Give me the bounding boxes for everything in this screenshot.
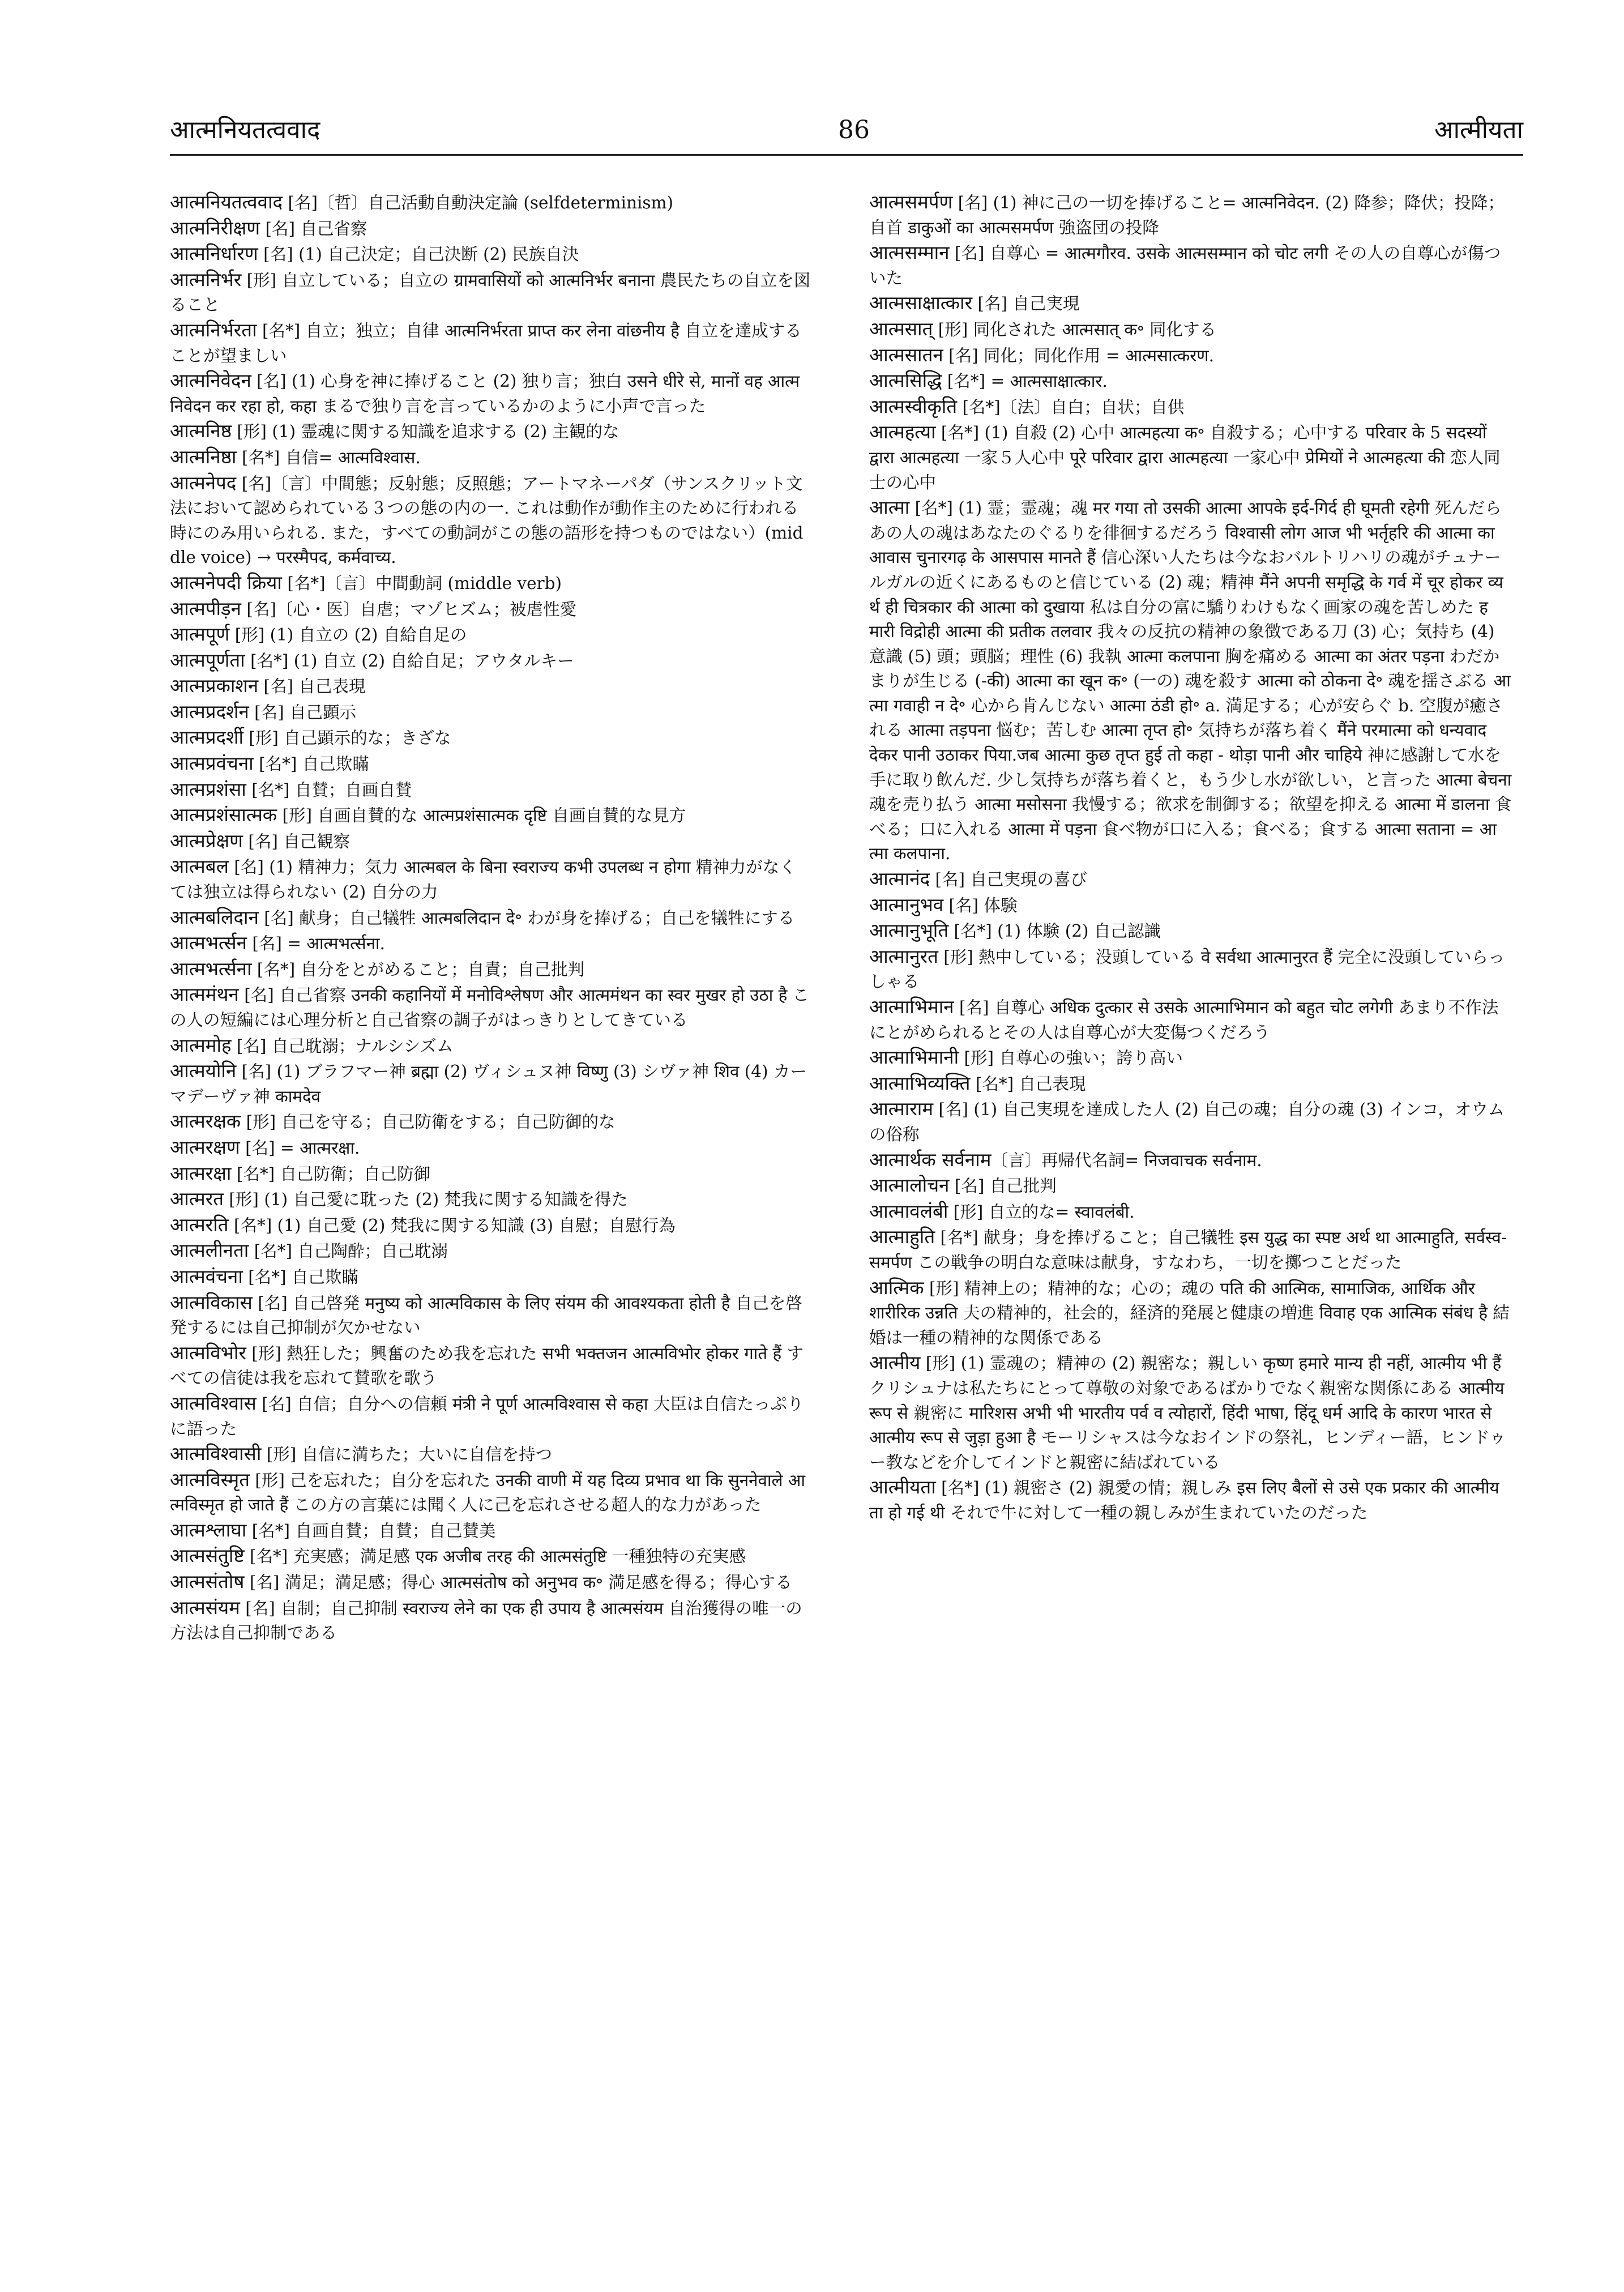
header-rule: [170, 154, 1523, 156]
entry-definition: [名]〔哲〕自己活動自動決定論 (selfdeterminism): [283, 193, 674, 212]
entry-headword: आत्मरति: [170, 1213, 229, 1236]
entry-definition: [名]〔心・医〕自虐；マゾヒズム；被虐性愛: [241, 599, 577, 619]
entry-definition: [形] 自信に満ちた；大いに自信を持つ: [261, 1445, 553, 1465]
entry-definition: [形] 自立的な= स्वावलंबी.: [948, 1202, 1135, 1222]
entry-headword: आत्मालोचन: [869, 1174, 950, 1197]
dictionary-entry: [170, 216, 813, 242]
entry-definition: [名*] 充実感；満足感 एक अजीब तरह की आत्मसंतुष्टि 一種独特の充実感: [244, 1547, 746, 1567]
running-head-right: आत्मीयता: [1434, 116, 1523, 144]
entry-definition: [名*] 自己陶酔；自己耽溺: [249, 1241, 448, 1261]
dictionary-entry: [170, 318, 813, 368]
entry-headword: आत्मलीनता: [170, 1239, 249, 1262]
dictionary-entry: [170, 982, 813, 1032]
entry-headword: आत्ममंथन: [170, 983, 239, 1006]
entry-definition: [名]〔言〕中間態；反射態；反照態；アートマネーパダ（サンスクリット文法において認められている３つの態の内の一. これは動作が動作主のために行われる時にのみ用いられる. また，すべての動詞がこの態の語形を持つものではない）(middle voice) → परस्मैपद, कर्मवाच्य.: [170, 473, 804, 567]
entry-headword: आत्मानुरत: [869, 945, 938, 967]
dictionary-entry: [869, 495, 1512, 867]
entry-definition: [形] 己を忘れた；自分を忘れた उनकी वाणी में यह दिव्य प्रभाव था कि सुननेवाले आत्मविस्मृत हो जाते हैं この方の言葉には聞く人に己を忘れさせる超人的な力があった: [170, 1470, 806, 1515]
entry-definition: [形] (1) 霊魂の；精神の (2) 親密な；親しい कृष्ण हमारे मान्य ही नहीं, आत्मीय भी हैं クリシュナは私たちにとって尊敬の対象であるばかりでなく親密な関係にある आत्मीय रूप से 親密に मारिशस अभी भी भारतीय पर्व व त्योहारों, हिंदी भाषा, हिंदू धर्म आदि के कारण भारत से आत्मीय रूप से जुड़ा हुआ है モーリシャスは今なおインドの祭礼，ヒンディー語，ヒンドゥー教などを介してインドと親密に結ばれている: [869, 1354, 1506, 1472]
entry-headword: आत्मपीड़न: [170, 597, 241, 620]
dictionary-entry: [170, 1058, 813, 1109]
dictionary-entry: [869, 317, 1512, 343]
entry-definition: [名] = आत्मभर्त्सना.: [247, 934, 385, 954]
entry-headword: आत्मार्थक सर्वनाम: [869, 1148, 992, 1171]
dictionary-entry: [170, 751, 813, 777]
page-header: [170, 113, 1523, 153]
dictionary-entry: [170, 905, 813, 931]
entry-definition: [名] 自己観察: [243, 831, 351, 851]
entry-headword: आत्मनिवेदन: [170, 369, 251, 392]
entry-headword: आत्मविस्मृत: [170, 1468, 250, 1491]
entry-definition: [形] 自尊心の強い；誇り高い: [959, 1048, 1183, 1068]
entry-headword: आत्मविभोर: [170, 1341, 246, 1364]
entry-headword: आत्मनियतत्ववाद: [170, 191, 283, 213]
entry-definition: [名*] 自分をとがめること；自責；自己批判: [251, 959, 585, 979]
entry-headword: आत्मनिरीक्षण: [170, 216, 260, 239]
dictionary-entry: [869, 1147, 1512, 1173]
entry-headword: आत्मरक्षण: [170, 1136, 240, 1158]
dictionary-entry: [869, 1275, 1512, 1351]
dictionary-entry: [170, 673, 813, 699]
dictionary-entry: [170, 1135, 813, 1161]
entry-definition: [名] 自己実現: [972, 294, 1080, 314]
dictionary-entry: [170, 957, 813, 983]
entry-definition: [名*]〔法〕自白；自状；自供: [957, 397, 1185, 417]
entry-headword: आत्मा: [869, 496, 910, 519]
entry-definition: [名] (1) 神に己の一切を捧げること= आत्मनिवेदन. (2) 降参；降伏；投降；自首 डाकुओं का आत्मसमर्पण 強盗団の投降: [869, 193, 1505, 237]
entry-definition: [名] 自己省察 उनकी कहानियों में मनोविश्लेषण और आत्ममंथन का स्वर मुखर हो उठा है この人の短編には心理分析と自己省察の調子がはっきりとしてきている: [170, 985, 810, 1030]
entry-definition: [名*] = आत्मसाक्षात्कार.: [942, 372, 1108, 391]
dictionary-entry: [869, 394, 1512, 420]
entry-headword: आत्मरत: [170, 1188, 224, 1210]
entry-definition: [名] 自己顕示: [249, 702, 357, 722]
dictionary-entry: [170, 829, 813, 855]
dictionary-entry: [170, 1213, 813, 1239]
entry-definition: [名] 自己批判: [949, 1176, 1057, 1196]
dictionary-entry: [170, 471, 813, 570]
dictionary-entry: [170, 1238, 813, 1264]
entry-definition: [名] (1) 心身を神に捧げること (2) 独り言；独白 उसने धीरे से, मानों वह आत्मनिवेदन कर रहा हो, कहा まるで独り言を言っているかのように小声で言った: [170, 372, 800, 416]
entry-headword: आत्मप्रदर्शन: [170, 700, 249, 723]
entry-definition: [形] (1) 霊魂に関する知識を追求する (2) 主観的な: [232, 422, 619, 442]
dictionary-entry: [869, 190, 1512, 240]
dictionary-entry: [170, 1161, 813, 1187]
entry-headword: आत्मयोनि: [170, 1060, 237, 1082]
entry-headword: आत्मभर्त्सन: [170, 932, 247, 954]
dictionary-entry: [869, 291, 1512, 317]
entry-definition: [形] 熱狂した；興奮のため我を忘れた सभी भक्तजन आत्मविभोर होकर गाते हैं すべての信徒は我を忘れて賛歌を歌う: [170, 1343, 804, 1388]
entry-headword: आत्मनिष्ठ: [170, 420, 232, 442]
dictionary-entry: [170, 596, 813, 622]
entry-headword: आत्मपूर्ण: [170, 623, 230, 646]
entry-definition: [名] 自己表現: [258, 677, 366, 697]
entry-definition: [名] (1) 自己決定；自己決断 (2) 民族自決: [258, 245, 579, 264]
entry-headword: आत्मरक्षक: [170, 1110, 241, 1133]
entry-headword: आत्मश्लाघा: [170, 1518, 247, 1541]
dictionary-entry: [869, 1350, 1512, 1475]
dictionary-entry: [170, 648, 813, 674]
entry-definition: [名*]〔言〕中間動詞 (middle verb): [281, 573, 562, 593]
entry-definition: [名] 自制；自己抑制 स्वराज्य लेने का एक ही उपाय है आत्मसंयम 自治獲得の唯一の方法は自己抑制である: [170, 1598, 802, 1643]
dictionary-entry: [869, 1199, 1512, 1225]
entry-definition: [名*] (1) 自立 (2) 自給自足；アウタルキー: [245, 651, 574, 671]
dictionary-entry: [170, 1391, 813, 1441]
entry-definition: [名*] (1) 霊；霊魂；魂 मर गया तो उसकी आत्मा आपके इर्द-गिर्द ही घूमती रहेगी 死んだらあの人の魂はあなたのぐるりを徘徊するだろう विश्वासी लोग आज भी भर्तृहरि की आत्मा का आवास चुनारगढ़ के आसपास मानते हैं 信心深い人たちは今なおバルトリハリの魂がチュナールガルの近くにあるものと信じている (2) 魂；精神 मैंने अपनी समृद्धि के गर्व में चूर होकर व्यर्थ ही चित्रकार की आत्मा को दुखाया 私は自分の富に驕りわけもなく画家の魂を苦しめた हमारी विद्रोही आत्मा की प्रतीक तलवार 我々の反抗の精神の象徴である刀 (3) 心；気持ち (4) 意識 (5) 頭；頭脳；理性 (6) 我執 आत्मा कलपाना 胸を痛める आत्मा का अंतर पड़ना わだかまりが生じる (-की) आत्मा का खून क॰ (一の) 魂を殺す आत्मा को ठोकना दे॰ 魂を揺さぶる आत्मा गवाही न दे॰ 心から肯んじない आत्मा ठंडी हो॰ a. 満足する；心が安らぐ b. 空腹が癒される आत्मा तड़पना 悩む；苦しむ आत्मा तृप्त हो॰ 気持ちが落ち着く मैंने परमात्मा को धन्यवाद देकर पानी उठाकर पिया.जब आत्मा कुछ तृप्त हुई तो कहा - थोड़ा पानी और चाहिये 神に感謝して水を手に取り飲んだ. 少し気持ちが落ち着くと，もう少し水が欲しい，と言った आत्मा बेचना 魂を売り払う आत्मा मसोसना 我慢する；欲求を制御する；欲望を抑える आत्मा में डालना 食べる；口に入れる आत्मा में पड़ना 食べ物が口に入る；食べる；食する आत्मा सताना = आत्मा कलपाना.: [869, 498, 1512, 864]
dictionary-entry: [170, 699, 813, 725]
entry-definition: [名] 体験: [943, 895, 1018, 915]
dictionary-entry: [869, 944, 1512, 995]
entry-headword: आत्मसंतुष्टि: [170, 1544, 245, 1567]
entry-definition: [名*] 自己表現: [970, 1074, 1086, 1094]
entry-definition: [名] (1) 自己実現を達成した人 (2) 自己の魂；自分の魂 (3) インコ，オウムの俗称: [869, 1100, 1505, 1144]
entry-definition: [名*] 自賛；自画自賛: [246, 780, 412, 800]
entry-definition: [名] 自信；自分への信頼 मंत्री ने पूर्ण आत्मविश्वास से कहा 大臣は自信たっぷりに語った: [170, 1394, 804, 1439]
entry-definition: [名*] 自己防衛；自己防御: [231, 1164, 430, 1184]
entry-headword: आत्मप्रशंसात्मक: [170, 804, 277, 826]
entry-headword: आत्मानुभव: [869, 893, 944, 916]
dictionary-entry: [869, 893, 1512, 919]
entry-headword: आत्मसंयम: [170, 1596, 240, 1619]
entry-headword: आत्मस्वीकृति: [869, 395, 958, 417]
entry-headword: आत्मविकास: [170, 1291, 253, 1313]
entry-definition: [名] 満足；満足感；得心 आत्मसंतोष को अनुभव क॰ 満足感を得る；得心する: [244, 1573, 792, 1593]
left-column: [170, 190, 813, 1646]
entry-headword: आत्मानुभूति: [869, 919, 949, 942]
dictionary-entry: [869, 1475, 1512, 1525]
dictionary-entry: [869, 1173, 1512, 1199]
dictionary-entry: [869, 343, 1512, 369]
dictionary-entry: [170, 1441, 813, 1467]
entry-headword: आत्मनिर्भरता: [170, 318, 257, 341]
dictionary-entry: [170, 368, 813, 419]
dictionary-entry: [869, 995, 1512, 1045]
entry-headword: आत्मभर्त्सना: [170, 957, 252, 980]
entry-headword: आत्माभिमान: [869, 996, 954, 1018]
dictionary-entry: [170, 1341, 813, 1391]
right-column: [869, 190, 1512, 1525]
entry-definition: [名*] 自立；独立；自律 आत्मनिर्भरता प्राप्त कर लेना वांछनीय है 自立を達成することが望ましい: [170, 321, 802, 365]
entry-definition: [名] = आत्मरक्षा.: [240, 1138, 360, 1158]
entry-headword: आत्मप्रकाशन: [170, 675, 259, 697]
dictionary-entry: [170, 777, 813, 803]
dictionary-entry: [170, 1595, 813, 1646]
page-number: 86: [838, 116, 870, 144]
entry-headword: आत्मीयता: [869, 1476, 936, 1499]
entry-definition: [名*] (1) 体験 (2) 自己認識: [948, 921, 1161, 941]
dictionary-entry: [170, 1518, 813, 1544]
entry-definition: [名] 自己実現の喜び: [930, 870, 1087, 890]
running-head-left: आत्मनियतत्ववाद: [170, 116, 320, 144]
entry-headword: आत्मनिर्भर: [170, 268, 242, 291]
entry-headword: आत्मप्रेक्षण: [170, 829, 243, 852]
entry-headword: आत्मबलिदान: [170, 906, 259, 928]
entry-definition: [名] 自己耽溺；ナルシシズム: [231, 1036, 454, 1056]
dictionary-entry: [170, 1467, 813, 1518]
entry-headword: आत्मनेपद: [170, 471, 237, 494]
entry-headword: आत्माभिमानी: [869, 1046, 959, 1069]
dictionary-entry: [170, 570, 813, 596]
entry-definition: [名*] 自己欺瞞: [253, 754, 369, 774]
dictionary-entry: [869, 1045, 1512, 1071]
entry-headword: आत्महत्या: [869, 421, 936, 443]
entry-definition: [形] 自立している；自立の ग्रामवासियों को आत्मनिर्भर बनाना 農民たちの自立を図ること: [170, 270, 811, 315]
entry-definition: [形] 自己顕示的な；きざな: [243, 728, 451, 748]
dictionary-entry: [170, 931, 813, 957]
dictionary-entry: [170, 1264, 813, 1290]
entry-headword: आत्मसमर्पण: [869, 191, 953, 213]
dictionary-entry: [170, 1543, 813, 1569]
dictionary-entry: [170, 190, 813, 216]
entry-headword: आत्मपूर्णता: [170, 648, 245, 671]
entry-headword: आत्मनेपदी क्रिया: [170, 571, 282, 594]
dictionary-entry: [869, 867, 1512, 893]
entry-definition: [名] 自尊心 = आत्मगौरव. उसके आत्मसम्मान को चोट लगी その人の自尊心が傷ついた: [869, 244, 1501, 288]
dictionary-entry: [869, 1071, 1512, 1097]
entry-headword: आत्मसम्मान: [869, 241, 950, 264]
entry-definition: [形] (1) 自己愛に耽った (2) 梵我に関する知識を得た: [224, 1190, 629, 1210]
entry-definition: [名] 同化；同化作用 = आत्मसात्करण.: [943, 345, 1215, 365]
entry-definition: [名] 自尊心 अधिक दुत्कार से उसके आत्माभिमान को बहुत चोट लगेगी あまり不作法にとがめられるとその人は自尊心が大変傷つくだろう: [869, 998, 1499, 1042]
entry-definition: [名*] (1) 親密さ (2) 親愛の情；親しみ इस लिए बैलों से उसे एक प्रकार की आत्मीयता हो गई थी それで牛に対して一種の親しみが生まれていたのだった: [869, 1478, 1499, 1522]
entry-headword: आत्मसातन: [869, 343, 943, 366]
entry-headword: आत्माराम: [869, 1098, 934, 1120]
entry-headword: आत्मविश्वासी: [170, 1442, 262, 1465]
entry-definition: [名] 自己省察: [260, 219, 367, 238]
entry-headword: आत्मप्रवंचना: [170, 752, 254, 775]
dictionary-entry: [869, 368, 1512, 394]
entry-definition: [形] 精神上の；精神的な；心の；魂の पति की आत्मिक, सामाजिक, आर्थिक और शारीरिक उन्नति 夫の精神的，社会的，経済的発展と健康の増進 विवाह एक आत्मिक संबंध है 結婚は一種の精神的な関係である: [869, 1278, 1510, 1347]
dictionary-entry: [869, 918, 1512, 944]
dictionary-entry: [869, 420, 1512, 495]
dictionary-entry: [170, 1033, 813, 1059]
entry-headword: आत्मीय: [869, 1351, 921, 1374]
entry-definition: [形] (1) 自立の (2) 自給自足の: [229, 625, 467, 645]
dictionary-entry: [170, 241, 813, 267]
entry-headword: आत्मबल: [170, 855, 229, 878]
entry-headword: आत्मवंचना: [170, 1265, 243, 1287]
dictionary-entry: [170, 803, 813, 829]
entry-definition: [名*] 自画自賛；自賛；自己賛美: [246, 1521, 496, 1540]
entry-headword: आत्मावलंबी: [869, 1200, 948, 1222]
dictionary-entry: [869, 240, 1512, 291]
entry-headword: आत्मप्रशंसा: [170, 778, 246, 800]
entry-headword: आत्मसात्: [869, 317, 933, 340]
entry-definition: [名*] (1) 自己愛 (2) 梵我に関する知識 (3) 自慰；自慰行為: [228, 1215, 676, 1235]
entry-definition: [名] (1) ブラフマー神 ब्रह्मा (2) ヴィシュヌ神 विष्णु (3) シヴァ神 शिव (4) カーマデーヴァ神 कामदेव: [170, 1062, 807, 1106]
dictionary-entry: [170, 445, 813, 471]
entry-definition: [名] (1) 精神力；気力 आत्मबल के बिना स्वराज्य कभी उपलब्ध न होगा 精神力がなくては独立は得られない (2) 自分の力: [170, 857, 796, 902]
dictionary-entry: [869, 1224, 1512, 1275]
dictionary-entry: [869, 1096, 1512, 1147]
entry-headword: आत्माभिव्यक्ति: [869, 1072, 971, 1094]
entry-definition: [名*] 自信= आत्मविश्वास.: [236, 447, 421, 467]
entry-headword: आत्ममोह: [170, 1034, 232, 1056]
entry-definition: [形] 自画自賛的な आत्मप्रशंसात्मक दृष्टि 自画自賛的な見方: [277, 806, 686, 826]
entry-headword: आत्मनिर्धारण: [170, 242, 258, 265]
entry-headword: आत्मप्रदर्शी: [170, 726, 244, 749]
entry-headword: आत्मसंतोष: [170, 1570, 245, 1593]
entry-definition: 〔言〕再帰代名詞= निजवाचक सर्वनाम.: [991, 1150, 1262, 1170]
entry-definition: [名] 自己啓発 मनुष्य को आत्मविकास के लिए संयम की आवश्यकता होती है 自己を啓発するには自己抑制が欠かせない: [170, 1293, 802, 1338]
entry-headword: आत्मरक्षा: [170, 1162, 232, 1184]
entry-headword: आत्मसिद्धि: [869, 369, 942, 392]
dictionary-entry: [170, 1569, 813, 1595]
entry-headword: आत्मविश्वास: [170, 1392, 257, 1414]
entry-definition: [名] 献身；自己犠牲 आत्मबलिदान दे॰ わが身を捧げる；自己を犠牲にする: [258, 908, 795, 928]
dictionary-entry: [170, 1290, 813, 1341]
entry-definition: [形] 熱中している；没頭している वे सर्वथा आत्मानुरत हैं 完全に没頭していらっしゃる: [869, 947, 1505, 992]
entry-definition: [形] 自己を守る；自己防衛をする；自己防御的な: [241, 1112, 616, 1132]
dictionary-entry: [170, 622, 813, 648]
entry-headword: आत्मनिष्ठा: [170, 445, 237, 468]
dictionary-entry: [170, 1186, 813, 1213]
dictionary-entry: [170, 725, 813, 751]
entry-definition: [名*] (1) 自殺 (2) 心中 आत्महत्या क॰ 自殺する；心中する परिवार के 5 सदस्यों द्वारा आत्महत्या 一家５人心中 पूरे परिवार द्वारा आत्महत्या 一家心中 प्रेमियों ने आत्महत्या की 恋人同士の心中: [869, 423, 1501, 492]
entry-definition: [名*] 献身；身を捧げること；自己犠牲 इस युद्ध का स्पष्ट अर्थ था आत्माहुति, सर्वस्व-समर्पण この戦争の明白な意味は献身，すなわち，一切を擲つことだった: [869, 1228, 1507, 1272]
dictionary-entry: [170, 1109, 813, 1135]
entry-headword: आत्मानंद: [869, 868, 930, 890]
dictionary-entry: [170, 854, 813, 904]
entry-definition: [形] 同化された आत्मसात् क॰ 同化する: [933, 319, 1217, 339]
dictionary-entry: [170, 267, 813, 318]
entry-headword: आत्मिक: [869, 1276, 924, 1299]
dictionary-entry: [170, 419, 813, 445]
entry-headword: आत्मसाक्षात्कार: [869, 292, 973, 314]
entry-headword: आत्माहुति: [869, 1226, 935, 1248]
entry-definition: [名*] 自己欺瞞: [242, 1267, 358, 1287]
